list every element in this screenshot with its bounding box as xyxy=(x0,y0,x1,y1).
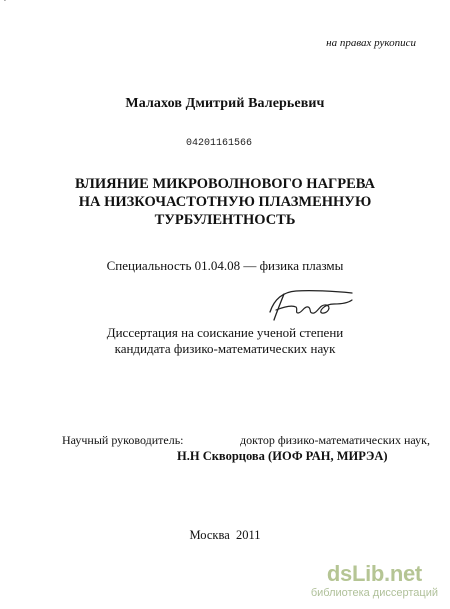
supervisor-degree: доктор физико-математических наук, xyxy=(240,433,430,447)
dissertation-degree xyxy=(0,325,450,357)
watermark-subtitle: библиотека диссертаций xyxy=(310,587,438,599)
rights-note: на правах рукописи xyxy=(326,37,416,49)
author-name: Малахов Дмитрий Валерьевич xyxy=(125,96,325,111)
watermark-logo-tld: net xyxy=(389,561,422,586)
watermark-logo-main: dsLib xyxy=(326,561,385,586)
specialty: Специальность 01.04.08 — физика плазмы xyxy=(106,258,344,273)
watermark-logo xyxy=(311,562,438,586)
city-year xyxy=(0,528,450,543)
corner-mark: ` xyxy=(3,0,7,10)
supervisor-label: Научный руководитель: xyxy=(62,433,184,447)
degree-line-1: Диссертация на соискание ученой степени xyxy=(106,325,344,340)
dissertation-title xyxy=(0,175,450,229)
title-line-1: ВЛИЯНИЕ МИКРОВОЛНОВОГО НАГРЕВА xyxy=(74,176,376,192)
dslib-watermark xyxy=(311,562,438,600)
title-line-3: ТУРБУЛЕНТНОСТЬ xyxy=(154,212,296,228)
supervisor-name: Н.Н Скворцова (ИОФ РАН, МИРЭА) xyxy=(177,449,388,463)
registration-code: 04201161566 xyxy=(186,138,253,149)
watermark-logo-dot: . xyxy=(384,561,390,586)
city-year-text: Москва 2011 xyxy=(189,528,261,542)
signature-image xyxy=(262,284,358,324)
title-line-2: НА НИЗКОЧАСТОТНУЮ ПЛАЗМЕННУЮ xyxy=(78,194,372,210)
degree-line-2: кандидата физико-математических наук xyxy=(114,341,336,356)
